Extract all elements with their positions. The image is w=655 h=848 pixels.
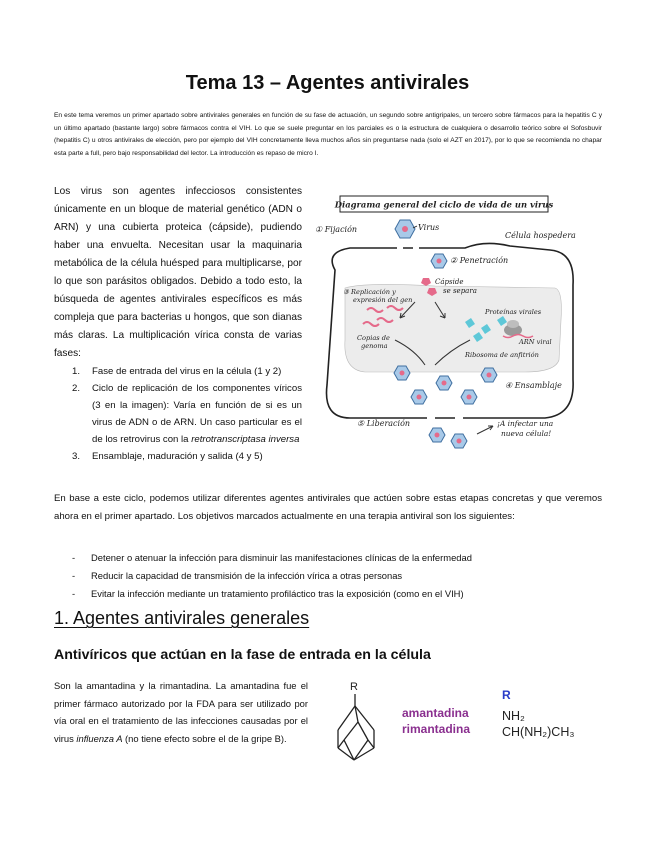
list-number: 3. (72, 451, 81, 462)
label-copias-2: genoma (361, 342, 388, 350)
objective-text: Reducir la capacidad de transmisión de la infección vírica a otras personas (91, 570, 403, 581)
list-item (54, 363, 302, 380)
list-item-italic: retrotranscriptasa inversa (191, 434, 300, 445)
r-substituent-label: R (350, 681, 358, 693)
objectives-list (54, 549, 614, 603)
label-replicacion-2: expresión del gen (353, 296, 413, 304)
list-item (54, 380, 302, 448)
label-capsida: Cápside (435, 278, 464, 286)
virus-intro-paragraph: Los virus son agentes infecciosos consistentes únicamente en un bloque de material genético (ADN o ARN) y una cubierta proteica (cápside), pudiendo haber una envuelta. Necesitan usar la maquinaria metabólica de la célula huésped para multiplicarse, por lo que son parásitos obligados. Debido a todo esto, la búsqueda de agentes antivirales específicos es más compleja que para bacterias u hongos, que son dianas más claras. La multiplicación vírica consta de varias fases: (54, 186, 302, 359)
label-proteinas: Proteínas virales (485, 308, 542, 316)
objective-text: Evitar la infección mediante un tratamiento profiláctico tras la exposición (como en el VIH) (91, 588, 464, 599)
rimantadina-group: CH(NH₂)CH₃ (502, 725, 575, 739)
list-item (54, 448, 302, 465)
r-column-header: R (502, 688, 511, 702)
list-item: - Reducir la capacidad de transmisión de la infección vírica a otras personas (72, 570, 403, 581)
label-virus: Virus (418, 223, 440, 232)
intro-paragraph: En este tema veremos un primer apartado sobre antivirales generales en función de su fase de actuación, un segundo sobre antigripales, un tercero sobre fármacos para la hepatitis C y un último apartado (bastante largo) sobre fármacos contra el VIH. Lo que se suele preguntar en los parciales es o la estructura de cualquiera o desarrollo teórico sobre el Sofosbuvir (hepatitis C) u otros antivirales de elección, pero por ejemplo del VIH concretamente lleva muchos años sin preguntarse nada (solo el AZT en 2017), por lo que se recomienda no chapar esta parte a full, pero bajo responsabilidad del lector. La introducción es repaso de micro I. (54, 112, 602, 157)
label-ensamblaje: ④ Ensamblaje (505, 381, 562, 390)
label-capsida-2: se separa (443, 287, 477, 295)
list-number: 2. (72, 383, 81, 394)
list-item-text: Ensamblaje, maduración y salida (4 y 5) (92, 451, 263, 462)
virus-life-cycle-diagram (305, 190, 588, 475)
virus-icon (395, 220, 415, 238)
label-copias: Copias de (357, 334, 390, 342)
cycle-paragraph: En base a este ciclo, podemos utilizar diferentes agentes antivirales que actúen sobre estas etapas concretas y que veremos ahora en el primer apartado. Los objetivos marcados actualmente en una terapia antiviral son los siguientes: (54, 493, 602, 522)
label-fijacion: ① Fijación (315, 225, 358, 234)
amantadine-paragraph: Son la amantadina y la rimantadina. La amantadina fue el primer fármaco autorizado por la FDA para ser utilizado por vía oral en el tratamiento de las infecciones causadas por el virus influenza A (no tiene efecto sobre el de la gripe B). (54, 680, 308, 744)
list-number: 1. (72, 366, 81, 377)
virus-icon (431, 254, 447, 268)
label-penetracion: ② Penetración (450, 256, 509, 265)
objective-text: Detener o atenuar la infección para disminuir las manifestaciones clínicas de la enfermedad (91, 552, 472, 563)
released-virions (429, 428, 467, 448)
list-item: - Detener o atenuar la infección para disminuir las manifestaciones clínicas de la enfermedad (72, 552, 472, 563)
list-item-text: Fase de entrada del virus en la célula (1 y 2) (92, 366, 282, 377)
amantadina-group: NH₂ (502, 709, 525, 723)
diagram-title: Diagrama general del ciclo de vida de un virus (334, 199, 554, 210)
label-replicacion: ③ Replicación y (343, 288, 396, 296)
subsection-heading: Antivíricos que actúan en la fase de entrada en la célula (54, 647, 431, 663)
label-liberacion: ⑤ Liberación (357, 419, 411, 428)
list-item-text: Ciclo de replicación de los componentes víricos (3 en la imagen): Varía en función de si es un virus de ADN o de ARN. Un caso particular es el de los retrovirus con la (92, 383, 302, 445)
label-ribosoma: Ribosoma de anfitrión (465, 351, 539, 359)
list-item: - Evitar la infección mediante un tratamiento profiláctico tras la exposición (como en el VIH) (72, 588, 464, 599)
virus-name: influenza A (76, 732, 123, 744)
phases-list (54, 363, 302, 465)
rimantadina-label: rimantadina (402, 722, 471, 736)
label-infectar-2: nueva célula! (501, 429, 552, 438)
amantadina-label: amantadina (402, 706, 469, 720)
molecule-names (402, 705, 470, 737)
page-title: Tema 13 – Agentes antivirales (185, 72, 470, 94)
section-heading: 1. Agentes antivirales generales (54, 608, 310, 628)
r-groups (502, 708, 574, 740)
label-arn-viral: ARN viral (519, 338, 552, 346)
label-celula-hospedera: Célula hospedera (505, 231, 576, 240)
label-infectar: ¡A infectar una (497, 419, 554, 428)
